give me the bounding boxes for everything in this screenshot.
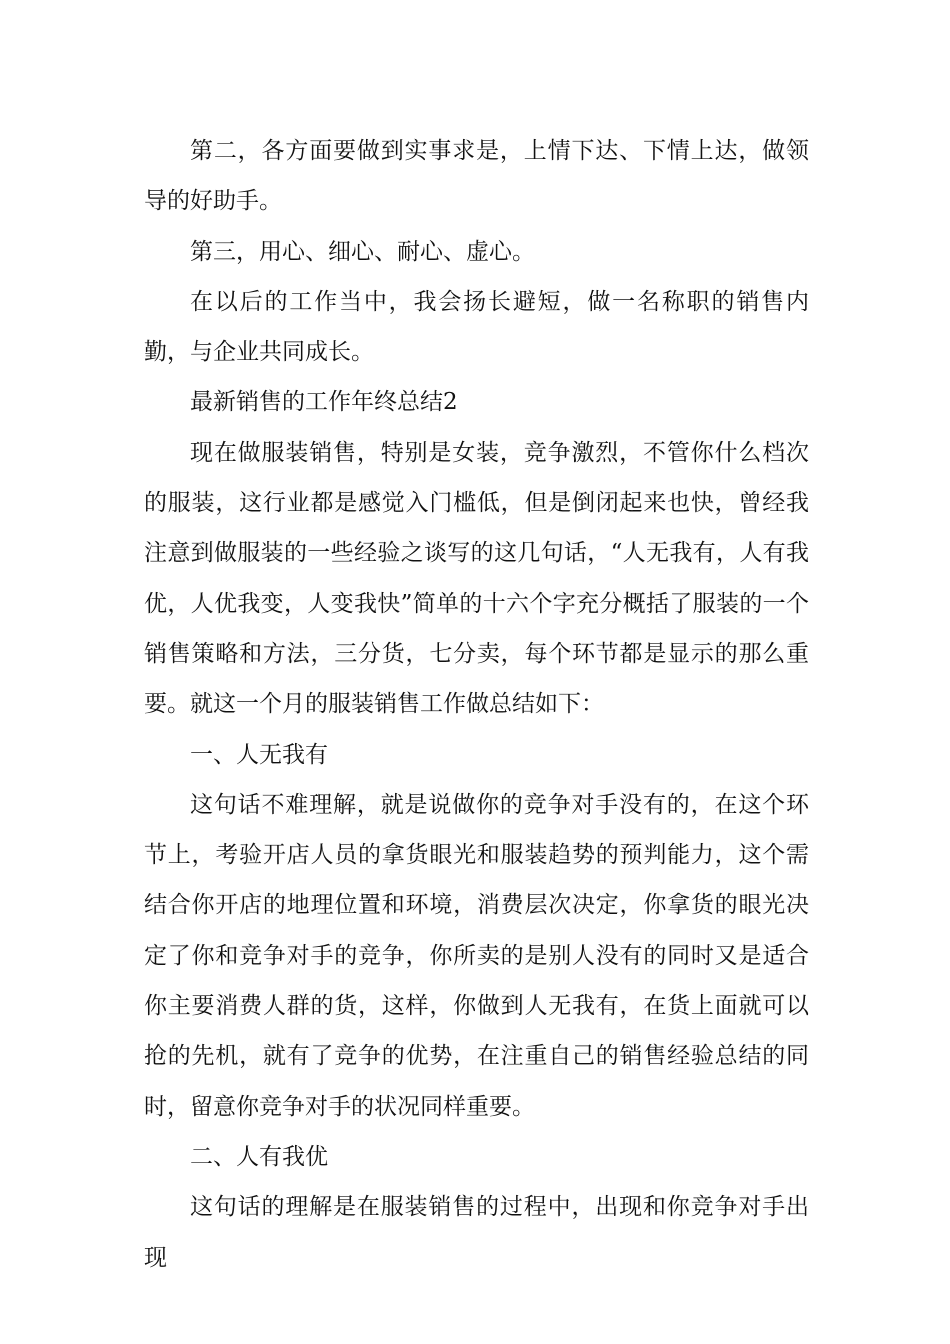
- section-title-summary-2: 最新销售的工作年终总结2: [190, 389, 458, 416]
- heading-point-one: 一、人无我有: [190, 741, 328, 768]
- document-body: [144, 126, 809, 1283]
- paragraph-point-one: 这句话不难理解，就是说做你的竞争对手没有的，在这个环节上，考验开店人员的拿货眼光和服装趋势的预判能力，这个需结合你开店的地理位置和环境，消费层次决定，你拿货的眼光决定了你和竞争对手的竞争，你所卖的是别人没有的同时又是适合你主要消费人群的货，这样，你做到人无我有，在货上面就可以抢的先机，就有了竞争的优势，在注重自己的销售经验总结的同时，留意你竞争对手的状况同样重要。: [144, 791, 809, 1120]
- heading-point-two: 二、人有我优: [190, 1143, 328, 1170]
- paragraph-third-point: 第三，用心、细心、耐心、虚心。: [190, 238, 535, 265]
- paragraph-future-work: 在以后的工作当中，我会扬长避短，做一名称职的销售内勤，与企业共同成长。: [144, 288, 809, 366]
- paragraph-point-two: 这句话的理解是在服装销售的过程中，出现和你竞争对手出现: [144, 1194, 809, 1271]
- paragraph-clothing-sales-intro: 现在做服装销售，特别是女装，竞争激烈，不管你什么档次的服装，这行业都是感觉入门槛低，但是倒闭起来也快，曾经我注意到做服装的一些经验之谈写的这几句话，“人无我有，人有我优，人优我变，人变我快”简单的十六个字充分概括了服装的一个销售策略和方法，三分货，七分卖，每个环节都是显示的那么重要。就这一个月的服装销售工作做总结如下：: [144, 439, 809, 718]
- paragraph-second-point: 第二，各方面要做到实事求是，上情下达、下情上达，做领导的好助手。: [144, 138, 809, 215]
